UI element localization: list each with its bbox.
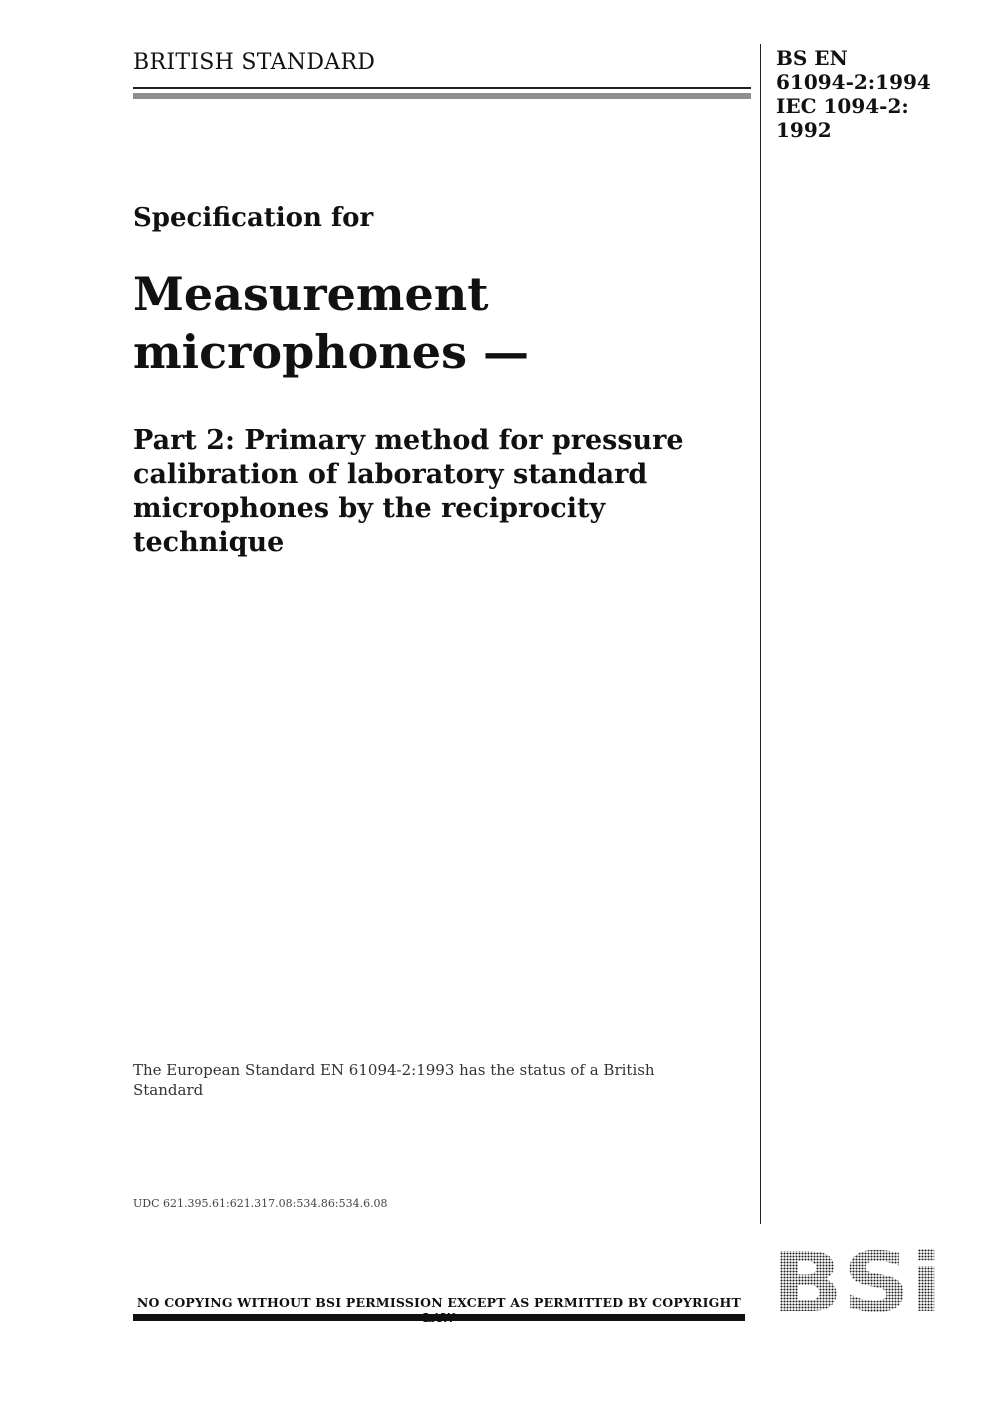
standard-number-line: BS EN [776,46,848,70]
part-title: Part 2: Primary method for pressure calibration of laboratory standard microphones by the reciprocity technique [133,425,684,558]
standard-number-line: IEC 1094-2: [776,94,909,118]
status-note: The European Standard EN 61094-2:1993 has the status of a British Standard [133,1061,655,1099]
vertical-divider [760,44,761,1224]
header-rule-thick [133,93,751,99]
standard-number-line: 61094-2:1994 [776,70,931,94]
main-title-line: microphones — [133,325,529,379]
bsi-logo [768,1243,946,1321]
footer-rule [133,1314,745,1321]
main-title [133,265,743,381]
document-type-label: BRITISH STANDARD [133,50,376,75]
standard-numbers [776,46,976,142]
title-prefix: Specification for [133,203,374,233]
svg-text:BSi: BSi [772,1243,942,1321]
header-rule-thin [133,87,751,89]
standard-number-line: 1992 [776,118,832,142]
udc-classification: UDC 621.395.61:621.317.08:534.86:534.6.08 [133,1197,388,1210]
main-title-line: Measurement [133,267,489,321]
copyright-notice: NO COPYING WITHOUT BSI PERMISSION EXCEPT AS PERMITTED BY COPYRIGHT [136,1295,742,1310]
